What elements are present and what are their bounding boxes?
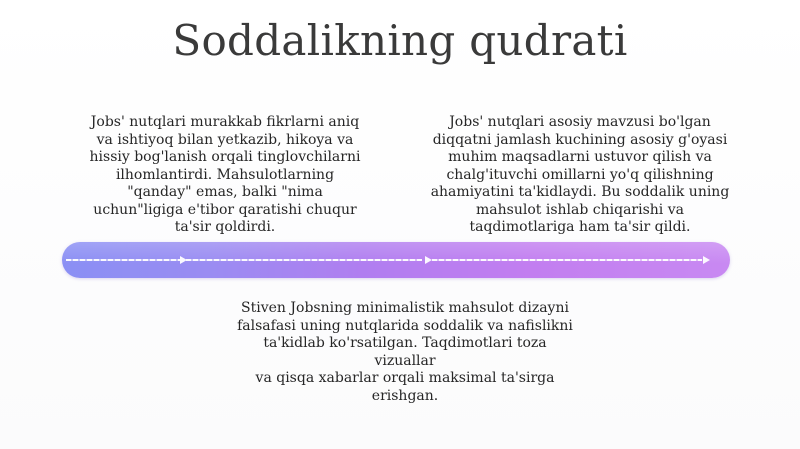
text-line: Stiven Jobsning minimalistik mahsulot dizayni (241, 300, 569, 316)
text-block-left (80, 114, 370, 237)
text-line: Jobs' nutqlari asosiy mavzusi bo'lgan (449, 114, 711, 130)
text-block-right (430, 114, 730, 237)
text-line: ahamiyatini ta'kidlaydi. Bu soddalik uning (430, 184, 730, 200)
text-line: ta'sir qoldirdi. (174, 219, 276, 235)
text-block-bottom (232, 300, 578, 405)
text-line: chalg'ituvchi omillarni yo'q qilishning (446, 166, 714, 183)
text-line: hissiy bog'lanish orqali tinglovchilarni (89, 149, 361, 165)
text-line: muhim maqsadlarni ustuvor qilish va (448, 149, 712, 165)
arrow-right-icon (425, 256, 432, 264)
text-line: va ishtiyoq bilan yetkazib, hikoya va (96, 131, 354, 148)
timeline-dashed-line (186, 259, 422, 261)
text-line: va qisqa xabarlar orqali maksimal ta'sirga (255, 370, 555, 386)
arrow-right-icon (703, 256, 710, 264)
text-line: uchun"ligiga e'tibor qaratishi chuqur (93, 201, 357, 218)
slide-title: Soddalikning qudrati (172, 16, 628, 65)
text-line: Jobs' nutqlari murakkab fikrlarni aniq (90, 114, 360, 130)
timeline-dashed-line (432, 259, 702, 261)
text-line: ta'kidlab ko'rsatilgan. Taqdimotlari toza vizuallar (263, 335, 547, 369)
text-line: mahsulot ishlab chiqarishi va (476, 201, 684, 218)
text-line: ilhomlantirdi. Mahsulotlarning (115, 166, 335, 183)
text-line: "qanday" emas, balki "nima (127, 184, 323, 200)
timeline-dashed-line (66, 259, 180, 261)
text-line: falsafasi uning nutqlarida soddalik va nafislikni (237, 317, 573, 334)
text-line: diqqatni jamlash kuchining asosiy g'oyasi (432, 131, 728, 148)
text-line: erishgan. (371, 387, 439, 404)
text-line: taqdimotlariga ham ta'sir qildi. (469, 219, 691, 235)
